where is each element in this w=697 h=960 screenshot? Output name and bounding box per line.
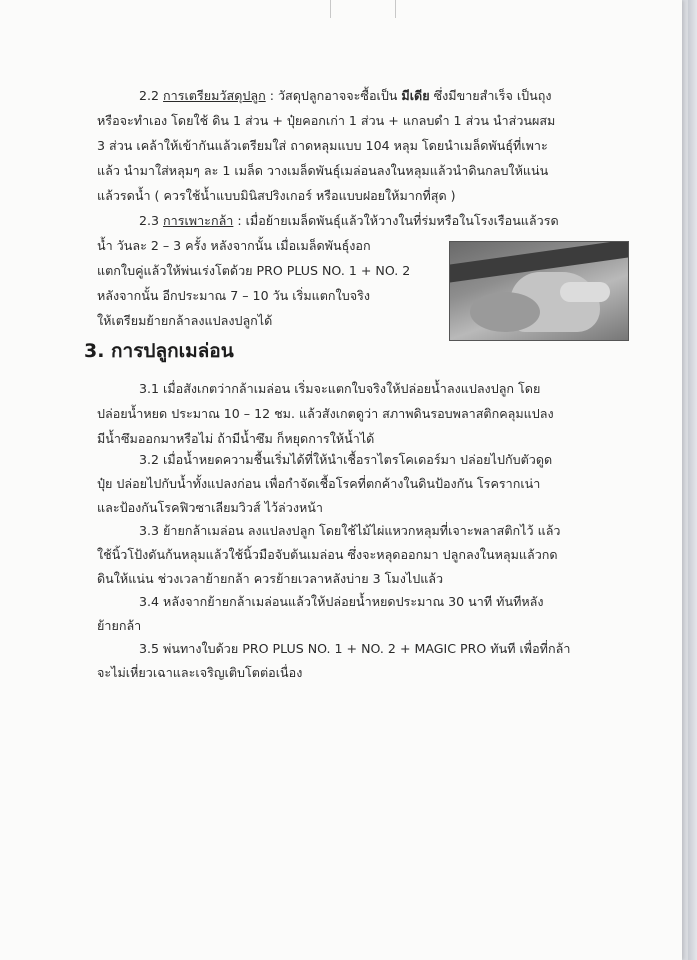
paper-fold-mark <box>330 0 331 18</box>
sec35-line2: จะไม่เหี่ยวเฉาและเจริญเติบโตต่อเนื่อง <box>97 665 303 680</box>
sec33-line1: 3.3 ย้ายกล้าเมล่อน ลงแปลงปลูก โดยใช้ไม้ไผ่แหวกหลุมที่เจาะพลาสติกไว้ แล้ว <box>139 523 561 538</box>
sec32-line2: ปุ๋ย ปล่อยไปกับน้ำทั้งแปลงก่อน เพื่อกำจัดเชื้อโรคที่ตกค้างในดินป้องกัน โรครากเน่า <box>97 476 541 491</box>
media-term: มีเดีย <box>401 88 430 103</box>
page-edge <box>688 0 697 960</box>
sec22-title: การเตรียมวัสดุปลูก <box>163 88 266 103</box>
sec32-line1: 3.2 เมื่อน้ำหยดความชื้นเริ่มได้ที่ให้นำเชื้อราไตรโคเดอร์มา ปล่อยไปกับตัวดูด <box>139 452 553 467</box>
sec31-line3: มีน้ำซึมออกมาหรือไม่ ถ้ามีน้ำซึม ก็หยุดการให้น้ำได้ <box>97 431 375 446</box>
sec23-line4: หลังจากนั้น อีกประมาณ 7 – 10 วัน เริ่มแตกใบจริง <box>97 288 370 303</box>
sec31-line2: ปล่อยน้ำหยด ประมาณ 10 – 12 ชม. แล้วสังเกตดูว่า สภาพดินรอบพลาสติกคลุมแปลง <box>97 406 554 421</box>
sec23-line1: 2.3 การเพาะกล้า : เมื่อย้ายเมล็ดพันธุ์แล้วให้วางในที่ร่มหรือในโรงเรือนแล้วรด <box>139 213 559 228</box>
sec33-line3: ดินให้แน่น ช่วงเวลาย้ายกล้า ควรย้ายเวลาหลังบ่าย 3 โมงไปแล้ว <box>97 571 444 586</box>
sec32-line3: และป้องกันโรคฟิวซาเลียมวิวส์ ไว้ล่วงหน้า <box>97 500 323 515</box>
sec22-line2: หรือจะทำเอง โดยใช้ ดิน 1 ส่วน + ปุ๋ยคอกเก่า 1 ส่วน + แกลบดำ 1 ส่วน นำส่วนผสม <box>97 113 556 128</box>
paper-fold-mark <box>395 0 396 18</box>
sec22-line4: แล้ว นำมาใส่หลุมๆ ละ 1 เมล็ด วางเมล็ดพันธุ์เมล่อนลงในหลุมแล้วนำดินกลบให้แน่น <box>97 163 549 178</box>
sec35-line1: 3.5 พ่นทางใบด้วย PRO PLUS NO. 1 + NO. 2 + MAGIC PRO ทันที เพื่อที่กล้า <box>139 641 571 656</box>
sec22-line3: 3 ส่วน เคล้าให้เข้ากันแล้วเตรียมใส่ ถาดหลุมแบบ 104 หลุม โดยนำเมล็ดพันธุ์ที่เพาะ <box>97 138 548 153</box>
sec23-line5: ให้เตรียมย้ายกล้าลงแปลงปลูกได้ <box>97 313 273 328</box>
sec22-line5: แล้วรดน้ำ ( ควรใช้น้ำแบบมินิสปริงเกอร์ หรือแบบฝอยให้มากที่สุด ) <box>97 188 456 203</box>
sec23-line3: แตกใบคู่แล้วให้พ่นเร่งโตด้วย PRO PLUS NO. 1 + NO. 2 <box>97 263 411 278</box>
sec34-line1: 3.4 หลังจากย้ายกล้าเมล่อนแล้วให้ปล่อยน้ำหยดประมาณ 30 นาที ทันทีหลัง <box>139 594 544 609</box>
sec31-line1: 3.1 เมื่อสังเกตว่ากล้าเมล่อน เริ่มจะแตกใบจริงให้ปล่อยน้ำลงแปลงปลูก โดย <box>139 381 541 396</box>
sec23-line2: น้ำ วันละ 2 – 3 ครั้ง หลังจากนั้น เมื่อเมล็ดพันธุ์งอก <box>97 238 371 253</box>
sec33-line2: ใช้นิ้วโป้งดันก้นหลุมแล้วใช้นิ้วมือจับต้นเมล่อน ซึ่งจะหลุดออกมา ปลูกลงในหลุมแล้วกด <box>97 547 558 562</box>
seedling-photo <box>449 241 629 341</box>
sec34-line2: ย้ายกล้า <box>97 618 142 633</box>
sec23-title: การเพาะกล้า <box>163 213 234 228</box>
sec22-line1: 2.2 การเตรียมวัสดุปลูก : วัสดุปลูกอาจจะซื้อเป็น มีเดีย ซึ่งมีขายสำเร็จ เป็นถุง <box>139 88 552 103</box>
section-heading: 3. การปลูกเมล่อน <box>84 340 234 362</box>
